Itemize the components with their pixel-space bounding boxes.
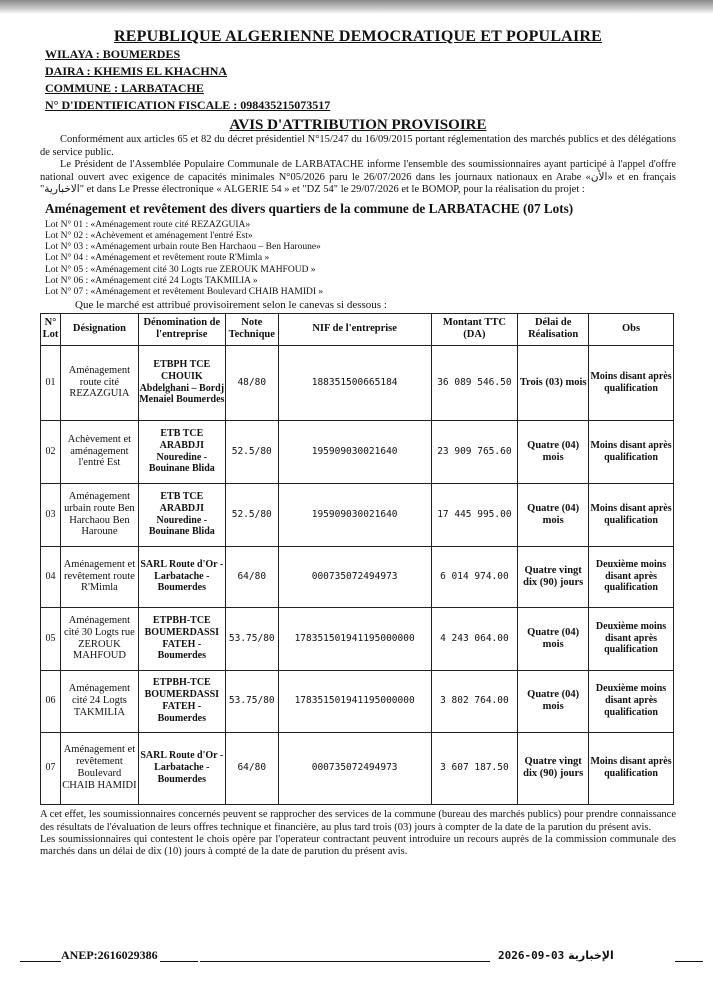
cell-obs: Moins disant après qualification — [589, 483, 674, 546]
cell-nif: 195909030021640 — [278, 483, 431, 546]
header-entreprise: Dénomination de l'entreprise — [138, 313, 225, 345]
page-top-border — [0, 0, 713, 14]
cell-obs: Moins disant après qualification — [589, 345, 674, 420]
cell-entreprise: ETBPH TCE CHOUIK Abdelghani – Bordj Menaiel Boumerdes — [138, 345, 225, 420]
table-row — [41, 420, 674, 483]
cell-entreprise: SARL Route d'Or -Larbatache - Boumerdes — [138, 546, 225, 607]
cell-designation: Aménagement et revêtement Boulevard CHAIB HAMIDI — [60, 732, 138, 804]
cell-lot: 04 — [41, 546, 61, 607]
wilaya-line: WILAYA : BOUMERDES — [45, 47, 181, 61]
republic-heading: REPUBLIQUE ALGERIENNE DEMOCRATIQUE ET POPULAIRE — [114, 28, 602, 45]
table-intro: Que le marché est attribué provisoirement selon le canevas si dessous : — [75, 298, 387, 311]
cell-lot: 05 — [41, 607, 61, 670]
cell-delai: Quatre (04) mois — [518, 483, 589, 546]
attribution-table — [40, 313, 674, 805]
cell-note: 53.75/80 — [225, 670, 278, 732]
commune-line: COMMUNE : LARBATACHE — [45, 81, 204, 95]
lot-item: Lot N° 02 : «Achèvement et aménagement l'entré Est» — [45, 230, 253, 241]
cell-montant: 3 607 187.50 — [431, 732, 518, 804]
cell-note: 48/80 — [225, 345, 278, 420]
anep-reference: ANEP:2616029386 — [61, 948, 158, 962]
publication-date: 2026-09-03 — [498, 949, 565, 962]
cell-delai: Trois (03) mois — [518, 345, 589, 420]
notice-title: AVIS D'ATTRIBUTION PROVISOIRE — [229, 117, 487, 133]
cell-lot: 01 — [41, 345, 61, 420]
lot-item: Lot N° 03 : «Aménagement urbain route Ben Harchaou – Ben Haroune» — [45, 242, 321, 253]
table-row — [41, 546, 674, 607]
cell-designation: Aménagement et revêtement route R'Mimla — [60, 546, 138, 607]
cell-lot: 03 — [41, 483, 61, 546]
project-title: Aménagement et revêtement des divers quartiers de la commune de LARBATACHE (07 Lots) — [45, 200, 574, 216]
cell-nif: 178351501941195000000 — [278, 670, 431, 732]
cell-note: 64/80 — [225, 732, 278, 804]
cell-delai: Quatre vingt dix (90) jours — [518, 546, 589, 607]
header-delai: Délai de Réalisation — [518, 313, 589, 345]
table-row — [41, 670, 674, 732]
daira-line: DAIRA : KHEMIS EL KHACHNA — [45, 64, 228, 78]
cell-nif: 188351500665184 — [278, 345, 431, 420]
footer-paragraph-2: Les soumissionnaires qui contestent le chois opère par l'operateur contractant peuvent introduire un recours auprès de la commission communale des marchés dans un délai de dix (10) jours à compté de la date de parution du présent avis. — [40, 833, 676, 858]
cell-delai: Quatre (04) mois — [518, 670, 589, 732]
cell-montant: 6 014 974.00 — [431, 546, 518, 607]
cell-lot: 02 — [41, 420, 61, 483]
table-row — [41, 483, 674, 546]
cell-obs: Deuxième moins disant après qualification — [589, 546, 674, 607]
header-obs: Obs — [589, 313, 674, 345]
cell-entreprise: ETPBH-TCE BOUMERDASSI FATEH - Boumerdes — [138, 607, 225, 670]
cell-nif: 000735072494973 — [278, 546, 431, 607]
cell-entreprise: ETB TCE ARABDJI Nouredine - Bouinane Blida — [138, 483, 225, 546]
cell-designation: Aménagement cité 30 Logts rue ZEROUK MAHFOUD — [60, 607, 138, 670]
publication-name: الإخبارية — [568, 949, 614, 962]
cell-obs: Deuxième moins disant après qualification — [589, 670, 674, 732]
cell-montant: 23 909 765.60 — [431, 420, 518, 483]
cell-lot: 06 — [41, 670, 61, 732]
notice-page — [40, 20, 676, 859]
publication-footer — [20, 944, 703, 968]
cell-delai: Quatre (04) mois — [518, 420, 589, 483]
table-row — [41, 607, 674, 670]
cell-designation: Aménagement cité 24 Logts TAKMILIA — [60, 670, 138, 732]
cell-nif: 000735072494973 — [278, 732, 431, 804]
cell-obs: Moins disant après qualification — [589, 732, 674, 804]
cell-montant: 3 802 764.00 — [431, 670, 518, 732]
intro-paragraph-1: Conformément aux articles 65 et 82 du décret présidentiel N°15/247 du 16/09/2015 portant réglementation des marchés publics et des délégations de service public. — [40, 134, 676, 158]
table-row — [41, 732, 674, 804]
cell-note: 52.5/80 — [225, 483, 278, 546]
cell-note: 64/80 — [225, 546, 278, 607]
cell-nif: 178351501941195000000 — [278, 607, 431, 670]
cell-delai: Quatre vingt dix (90) jours — [518, 732, 589, 804]
cell-note: 52.5/80 — [225, 420, 278, 483]
cell-obs: Deuxième moins disant après qualification — [589, 607, 674, 670]
cell-lot: 07 — [41, 732, 61, 804]
footer-paragraph-1: A cet effet, les soumissionnaires concernés peuvent se rapprocher des services de la commune (bureau des marchés publics) pour prendre connaissance des résultats de l'évaluation de leurs offres technique et financière, au plus tard trois (03) jours à compter de la date de la parution du présent avis. — [40, 808, 676, 833]
cell-montant: 17 445 995.00 — [431, 483, 518, 546]
table-header-row — [41, 313, 674, 345]
lot-item: Lot N° 07 : «Aménagement et revêtement Boulevard CHAIB HAMIDI » — [45, 287, 324, 298]
header-nif: NIF de l'entreprise — [278, 313, 431, 345]
cell-designation: Achèvement et aménagement l'entré Est — [60, 420, 138, 483]
header-designation: Désignation — [60, 313, 138, 345]
cell-entreprise: ETB TCE ARABDJI Nouredine - Bouinane Blida — [138, 420, 225, 483]
lot-item: Lot N° 01 : «Aménagement route cité REZAZGUIA» — [45, 219, 251, 230]
footer-rule — [675, 961, 703, 962]
header-lot: N° Lot — [41, 313, 61, 345]
lot-item: Lot N° 06 : «Aménagement cité 24 Logts TAKMILIA » — [45, 275, 258, 286]
table-row — [41, 345, 674, 420]
lots-list — [40, 220, 676, 299]
cell-obs: Moins disant après qualification — [589, 420, 674, 483]
footer-rule — [200, 961, 490, 962]
header-note: Note Technique — [225, 313, 278, 345]
cell-montant: 36 089 546.50 — [431, 345, 518, 420]
intro-paragraph-2: Le Président de l'Assemblée Populaire Communale de LARBATACHE informe l'ensemble des soumissionnaires ayant participé à l'appel d'offre national ouvert avec exigence de capacités minimales N°05/2026 paru le 26/07/2026 dans les journaux nationaux en Arabe «الأن» et en français "الاخبارية" et dans Le Presse électronique « ALGERIE 54 » et "DZ 54" le 29/07/2026 et le BOMOP, pour la réalisation du projet : — [40, 159, 676, 195]
lot-item: Lot N° 05 : «Aménagement cité 30 Logts rue ZEROUK MAHFOUD » — [45, 264, 316, 275]
cell-montant: 4 243 064.00 — [431, 607, 518, 670]
header-montant: Montant TTC (DA) — [431, 313, 518, 345]
cell-nif: 195909030021640 — [278, 420, 431, 483]
cell-entreprise: SARL Route d'Or -Larbatache - Boumerdes — [138, 732, 225, 804]
cell-designation: Aménagement urbain route Ben Harchaou Ben Haroune — [60, 483, 138, 546]
cell-designation: Aménagement route cité REZAZGUIA — [60, 345, 138, 420]
cell-delai: Quatre (04) mois — [518, 607, 589, 670]
fiscal-id-line: N° D'IDENTIFICATION FISCALE : 098435215073517 — [45, 98, 331, 112]
publication-stamp — [495, 949, 617, 962]
cell-entreprise: ETPBH-TCE BOUMERDASSI FATEH - Boumerdes — [138, 670, 225, 732]
lot-item: Lot N° 04 : «Aménagement et revêtement route R'Mimla » — [45, 253, 270, 264]
cell-note: 53.75/80 — [225, 607, 278, 670]
